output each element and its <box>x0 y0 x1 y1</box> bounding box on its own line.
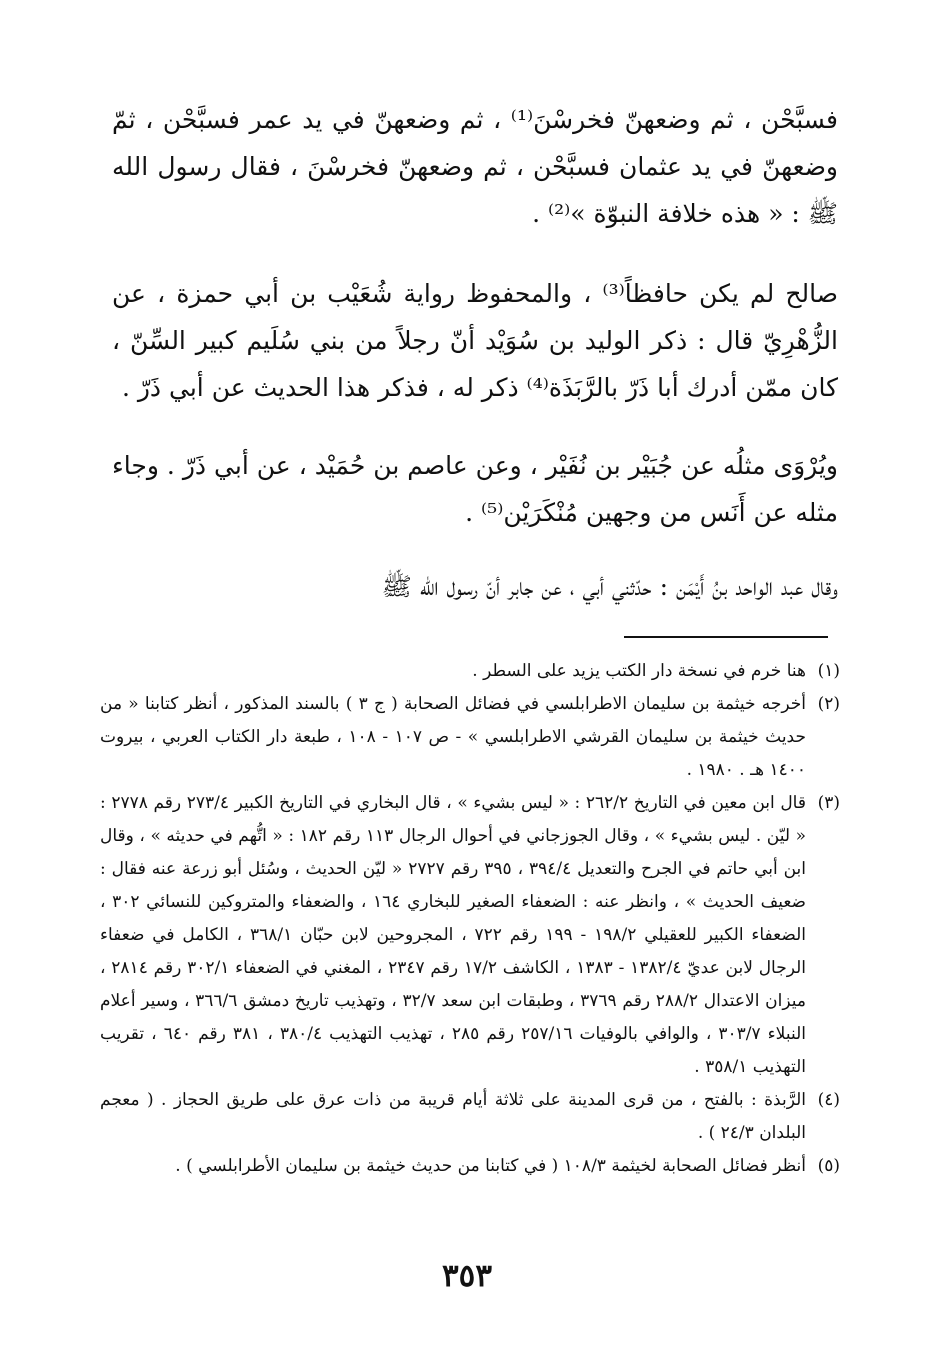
footnote-text: هنا خرم في نسخة دار الكتب يزيد على السطر . <box>472 661 806 681</box>
footnote-3 <box>100 787 840 1084</box>
footnote-text: الرَّبذة : بالفتح ، من قرى المدينة على ثلاثة أيام قريبة من ذات عرق على طريق الحجاز . ( معجم البلدان ٢٤/٣ ) . <box>100 1090 806 1143</box>
footnote-number: (٢) <box>817 694 840 714</box>
footnote-text: أنظر فضائل الصحابة لخيثمة ١٠٨/٣ ( في كتابنا من حديث خيثمة بن سليمان الأطرابلسي ) . <box>175 1156 806 1176</box>
footnote-separator <box>624 636 828 638</box>
main-text-block <box>112 563 838 610</box>
main-text-block <box>112 442 838 536</box>
footnote-number: (٥) <box>817 1156 840 1176</box>
main-paragraph-3: ويُرْوَى مثلُه عن جُبَيْر بن نُفَيْر ، وعن عاصم بن حُمَيْد ، عن أبي ذَرّ . وجاء مثله عن أَنَس من وجهين مُنْكَرَيْن⁽⁵⁾ . <box>112 451 838 527</box>
footnote-1 <box>100 655 840 688</box>
footnote-4 <box>100 1084 840 1150</box>
footnote-number: (١) <box>817 661 840 681</box>
main-paragraph-1: فسبَّحْن ، ثم وضعهنّ فخرسْنَ⁽¹⁾ ، ثم وضعهنّ في يد عمر فسبَّحْن ، ثمّ وضعهنّ في يد عثمان فسبَّحْن ، ثم وضعهنّ فخرسْنَ ، فقال رسول الله ﷺ : « هذه خلافة النبوّة »⁽²⁾ . <box>112 105 839 228</box>
footnote-text: أخرجه خيثمة بن سليمان الاطرابلسي في فضائل الصحابة ( ج ٣ ) بالسند المذكور ، أنظر كتابنا « من حديث خيثمة بن سليمان القرشي الاطرابلسي » - ص ١٠٧ - ١٠٨ ، طبعة دار الكتاب العربي ، بيروت ١٤٠٠ هـ . ١٩٨٠ . <box>100 694 806 780</box>
footnote-number: (٤) <box>817 1090 840 1110</box>
main-text-block <box>112 96 838 237</box>
footnote-5 <box>100 1150 840 1183</box>
page-number: ٣٥٣ <box>442 1258 492 1294</box>
footnote-text: قال ابن معين في التاريخ ٢٦٢/٢ : « ليس بشيء » ، قال البخاري في التاريخ الكبير ٢٧٣/٤ رقم ٢٧٧٨ : « ليّن . ليس بشيء » ، وقال الجوزجاني في أحوال الرجال ١١٣ رقم ١٨٢ : « اتُّهم في حديثه » ، وقال ابن أبي حاتم في الجرح والتعديل ٣٩٤/٤ ، ٣٩٥ رقم ٢٧٢٧ « ليّن الحديث ، وسُئل أبو زرعة عنه فقال : ضعيف الحديث » ، وانظر عنه : الضعفاء الصغير للبخاري ١٦٤ ، والضعفاء والمتروكين للنسائي ٣٠٢ ، الضعفاء الكبير للعقيلي ١٩٨/٢ - ١٩٩ رقم ٧٢٢ ، المجروحين لابن حبّان ٣٦٨/١ ، الكامل في ضعفاء الرجال لابن عديّ ١٣٨٢/٤ - ١٣٨٣ ، الكاشف ١٧/٢ رقم ٢٣٤٧ ، المغني في الضعفاء ٣٠٢/١ رقم ٢٨١٤ ، ميزان الاعتدال ٢٨٨/٢ رقم ٣٧٦٩ ، وطبقات ابن سعد ٣٢/٧ ، وتهذيب تاريخ دمشق ٣٦٦/٦ ، وسير أعلام النبلاء ٣٠٣/٧ ، والوافي بالوفيات ٢٥٧/١٦ رقم ٢٨٥ ، تهذيب التهذيب ٣٨٠/٤ ، ٣٨١ رقم ٦٤٠ ، تقريب التهذيب ٣٥٨/١ . <box>100 793 807 1077</box>
main-paragraph-2: صالح لم يكن حافظاً⁽³⁾ ، والمحفوظ رواية شُعَيْب بن أبي حمزة ، عن الزُّهْرِيّ قال : ذكر الوليد بن سُوَيْد أنّ رجلاً من بني سُلَيم كبير السِّنّ ، كان ممّن أدرك أبا ذَرّ بالرَّبَذَة⁽⁴⁾ ذكر له ، فذكر هذا الحديث عن أبي ذَرّ . <box>112 279 838 402</box>
main-paragraph-4: وقال عبد الواحد بنُ أَيْمَن : حدّثني أبي ، عن جابر أنّ رسول الله ﷺ <box>381 572 838 601</box>
main-text-block <box>112 270 838 411</box>
footnote-number: (٣) <box>817 793 840 813</box>
footnote-2 <box>100 688 840 787</box>
footnotes-block <box>100 655 840 1183</box>
